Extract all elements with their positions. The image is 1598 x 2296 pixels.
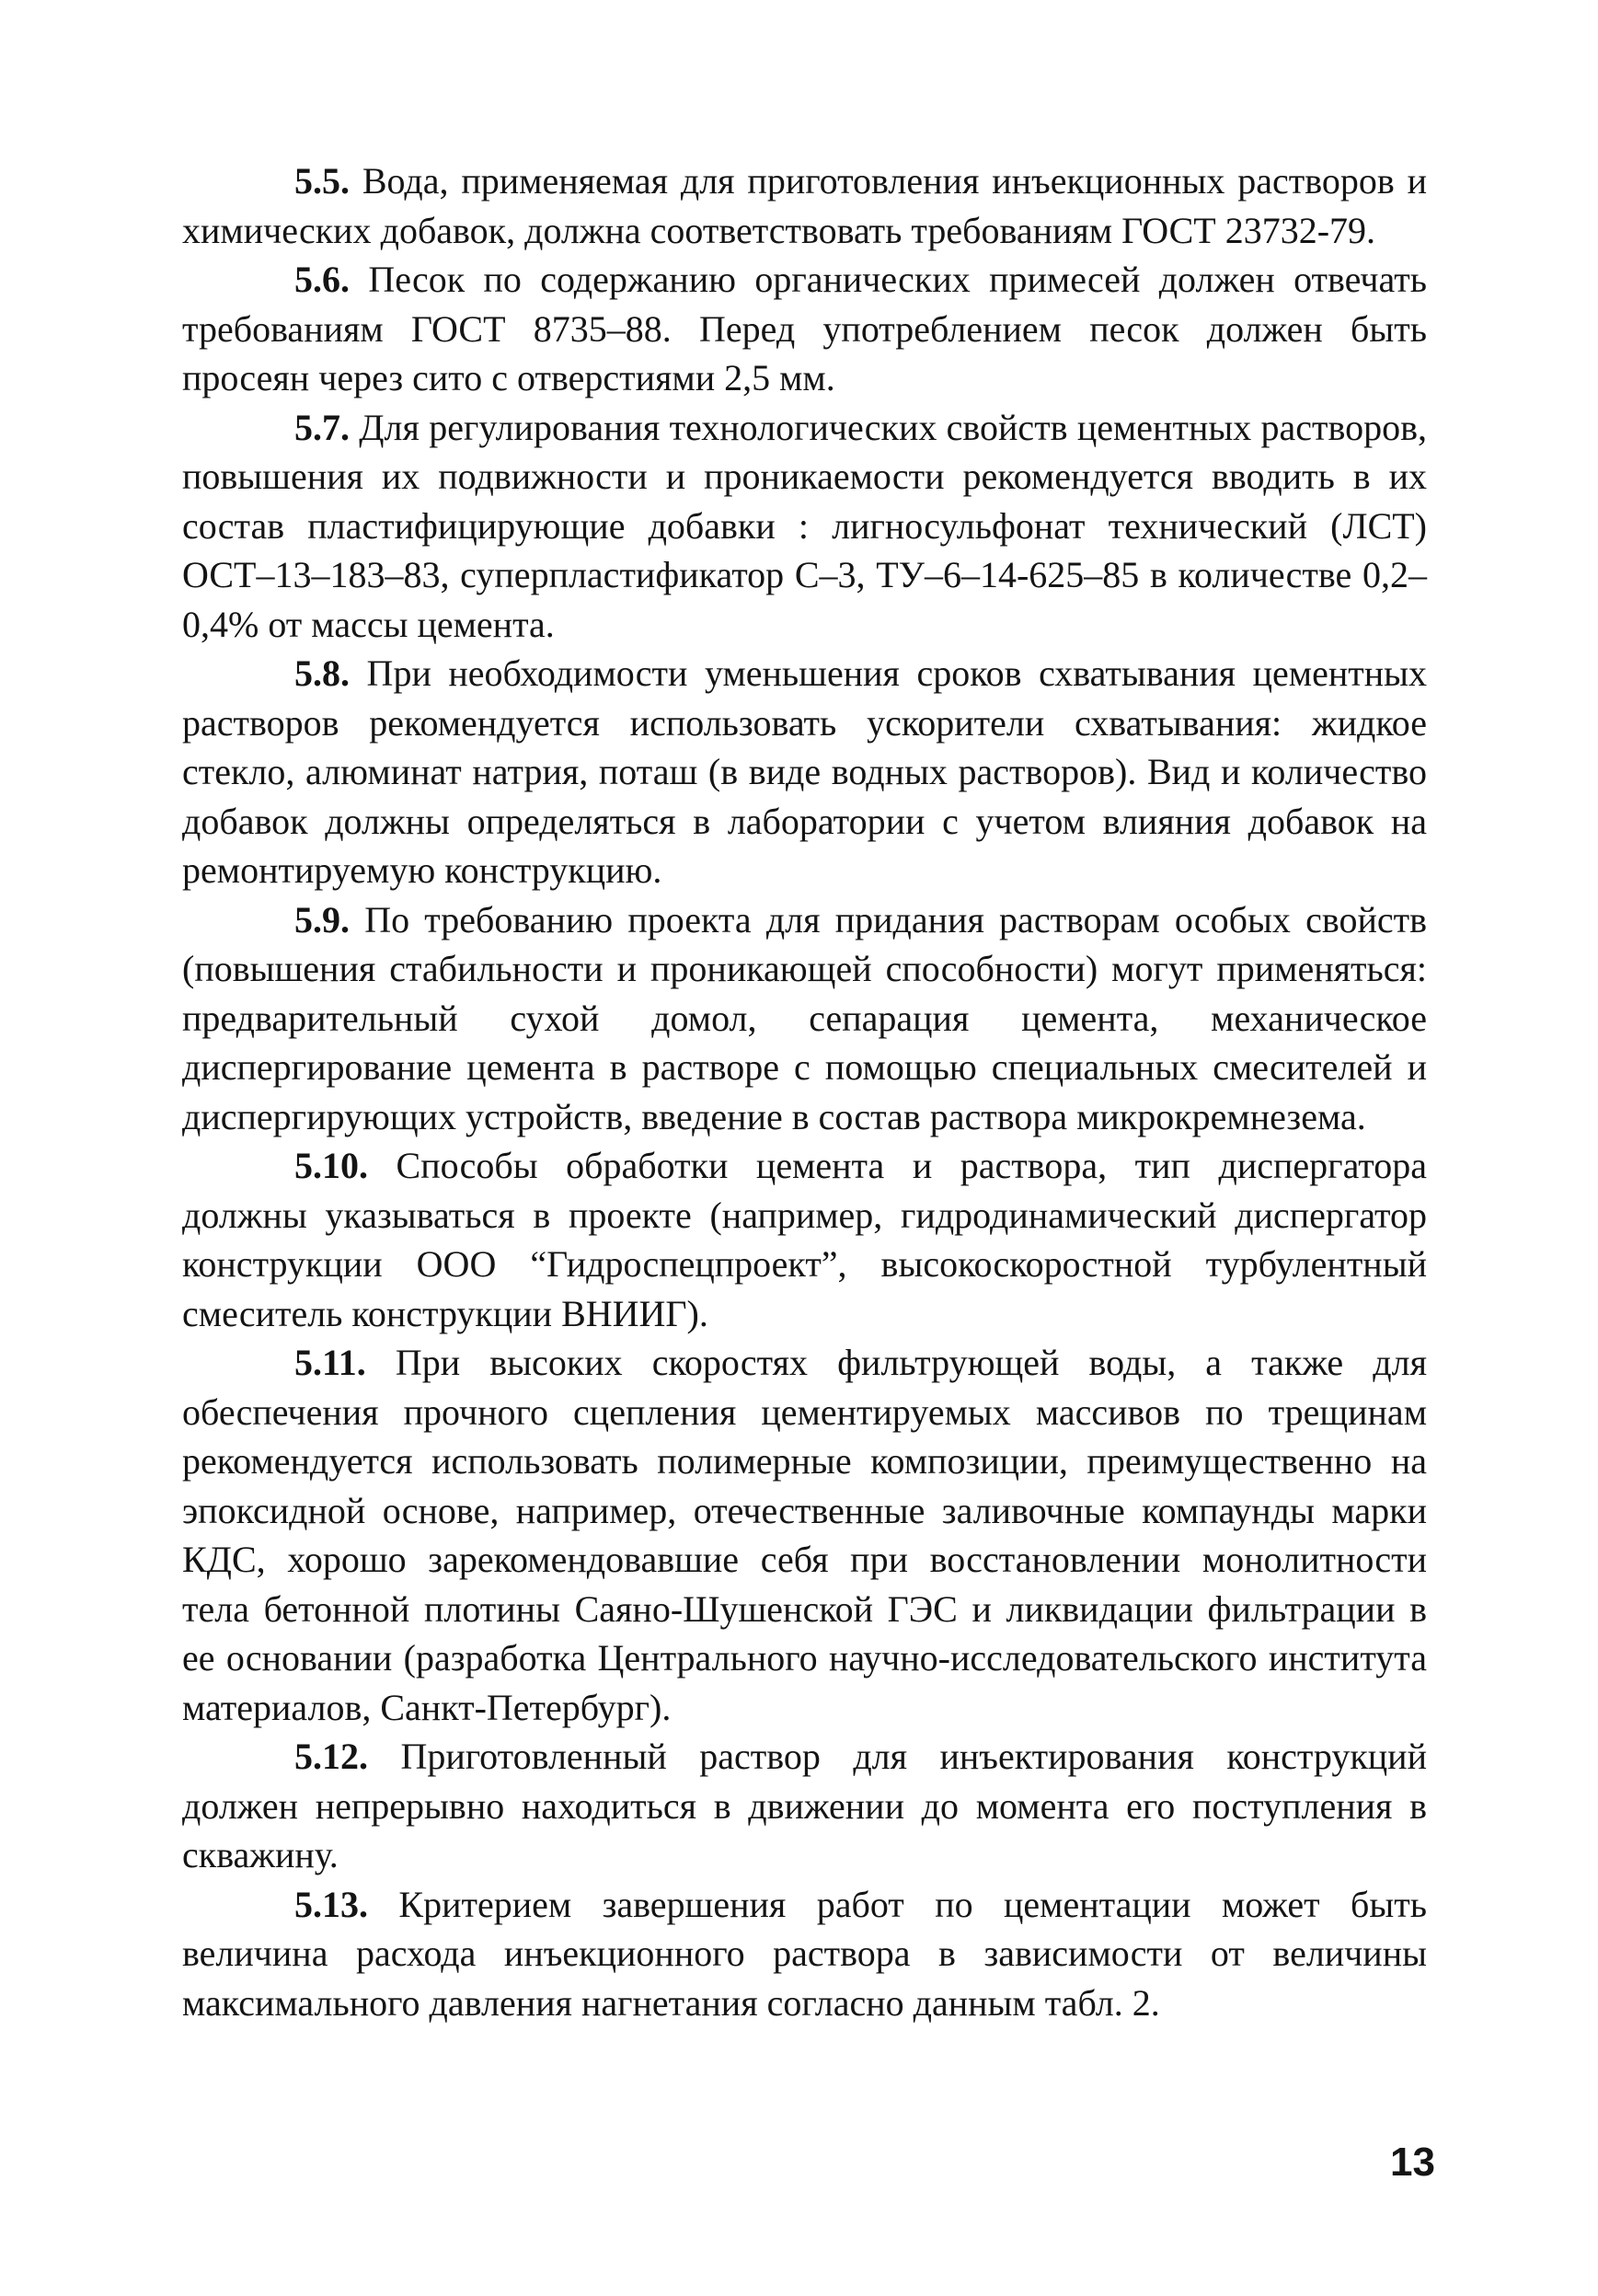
paragraph-text: Критерием завершения работ по цементации может быть величина расхода инъекционного раствора в зависимости от величины максимального давления нагнетания согласно данным табл. 2. xyxy=(182,1883,1427,2024)
paragraph-5-8 xyxy=(182,649,1427,895)
clause-number: 5.13. xyxy=(294,1883,368,1925)
clause-number: 5.12. xyxy=(294,1736,368,1777)
paragraph-5-6 xyxy=(182,255,1427,403)
clause-number: 5.9. xyxy=(294,898,350,940)
clause-number: 5.7. xyxy=(294,406,350,448)
paragraph-text: Вода, применяемая для приготовления инъекционных растворов и химических добавок, должна соответствовать требованиям ГОСТ 23732-79. xyxy=(182,160,1427,251)
paragraph-text: Способы обработки цемента и раствора, тип диспергатора должны указываться в проекте (например, гидродинамический диспергатор конструкции ООО “Гидроспецпроект”, высокоскоростной турбулентный смеситель конструкции ВНИИГ). xyxy=(182,1145,1427,1334)
paragraph-5-13 xyxy=(182,1880,1427,2028)
paragraph-5-9 xyxy=(182,895,1427,1142)
paragraph-5-10 xyxy=(182,1141,1427,1338)
body-text xyxy=(182,156,1427,2027)
clause-number: 5.11. xyxy=(294,1342,366,1383)
clause-number: 5.8. xyxy=(294,652,350,694)
paragraph-text: По требованию проекта для придания растворам особых свойств (повышения стабильности и проникающей способности) могут применяться: предварительный сухой домол, сепарация цемента, механическое диспергирование цемента в растворе с помощью специальных смесителей и диспергирующих устройств, введение в состав раствора микрокремнезема. xyxy=(182,898,1427,1137)
paragraph-text: Для регулирования технологических свойств цементных растворов, повышения их подвижности и проникаемости рекомендуется вводить в их состав пластифицирующие добавки : лигносульфонат технический (ЛСТ) ОСТ–13–183–83, суперпластификатор С–3, ТУ–6–14-625–85 в количестве 0,2–0,4% от массы цемента. xyxy=(182,406,1427,645)
paragraph-text: Приготовленный раствор для инъектирования конструкций должен непрерывно находиться в движении до момента его поступления в скважину. xyxy=(182,1736,1427,1875)
paragraph-5-5 xyxy=(182,156,1427,255)
paragraph-text: При высоких скоростях фильтрующей воды, а также для обеспечения прочного сцепления цементируемых массивов по трещинам рекомендуется использовать полимерные композиции, преимущественно на эпоксидной основе, например, отечественные заливочные компаунды марки КДС, хорошо зарекомендовавшие себя при восстановлении монолитности тела бетонной плотины Саяно-Шушенской ГЭС и ликвидации фильтрации в ее основании (разработка Центрального научно-исследовательского института материалов, Санкт-Петербург). xyxy=(182,1342,1427,1728)
clause-number: 5.10. xyxy=(294,1145,368,1186)
clause-number: 5.6. xyxy=(294,259,350,300)
paragraph-5-11 xyxy=(182,1338,1427,1732)
paragraph-5-12 xyxy=(182,1732,1427,1880)
page-number: 13 xyxy=(1390,2140,1435,2185)
clause-number: 5.5. xyxy=(294,160,350,202)
paragraph-text: При необходимости уменьшения сроков схватывания цементных растворов рекомендуется использовать ускорители схватывания: жидкое стекло, алюминат натрия, поташ (в виде водных растворов). Вид и количество добавок должны определяться в лаборатории с учетом влияния добавок на ремонтируемую конструкцию. xyxy=(182,652,1427,891)
paragraph-text: Песок по содержанию органических примесей должен отвечать требованиям ГОСТ 8735–88. Перед употреблением песок должен быть просеян через сито с отверстиями 2,5 мм. xyxy=(182,259,1427,398)
paragraph-5-7 xyxy=(182,403,1427,650)
